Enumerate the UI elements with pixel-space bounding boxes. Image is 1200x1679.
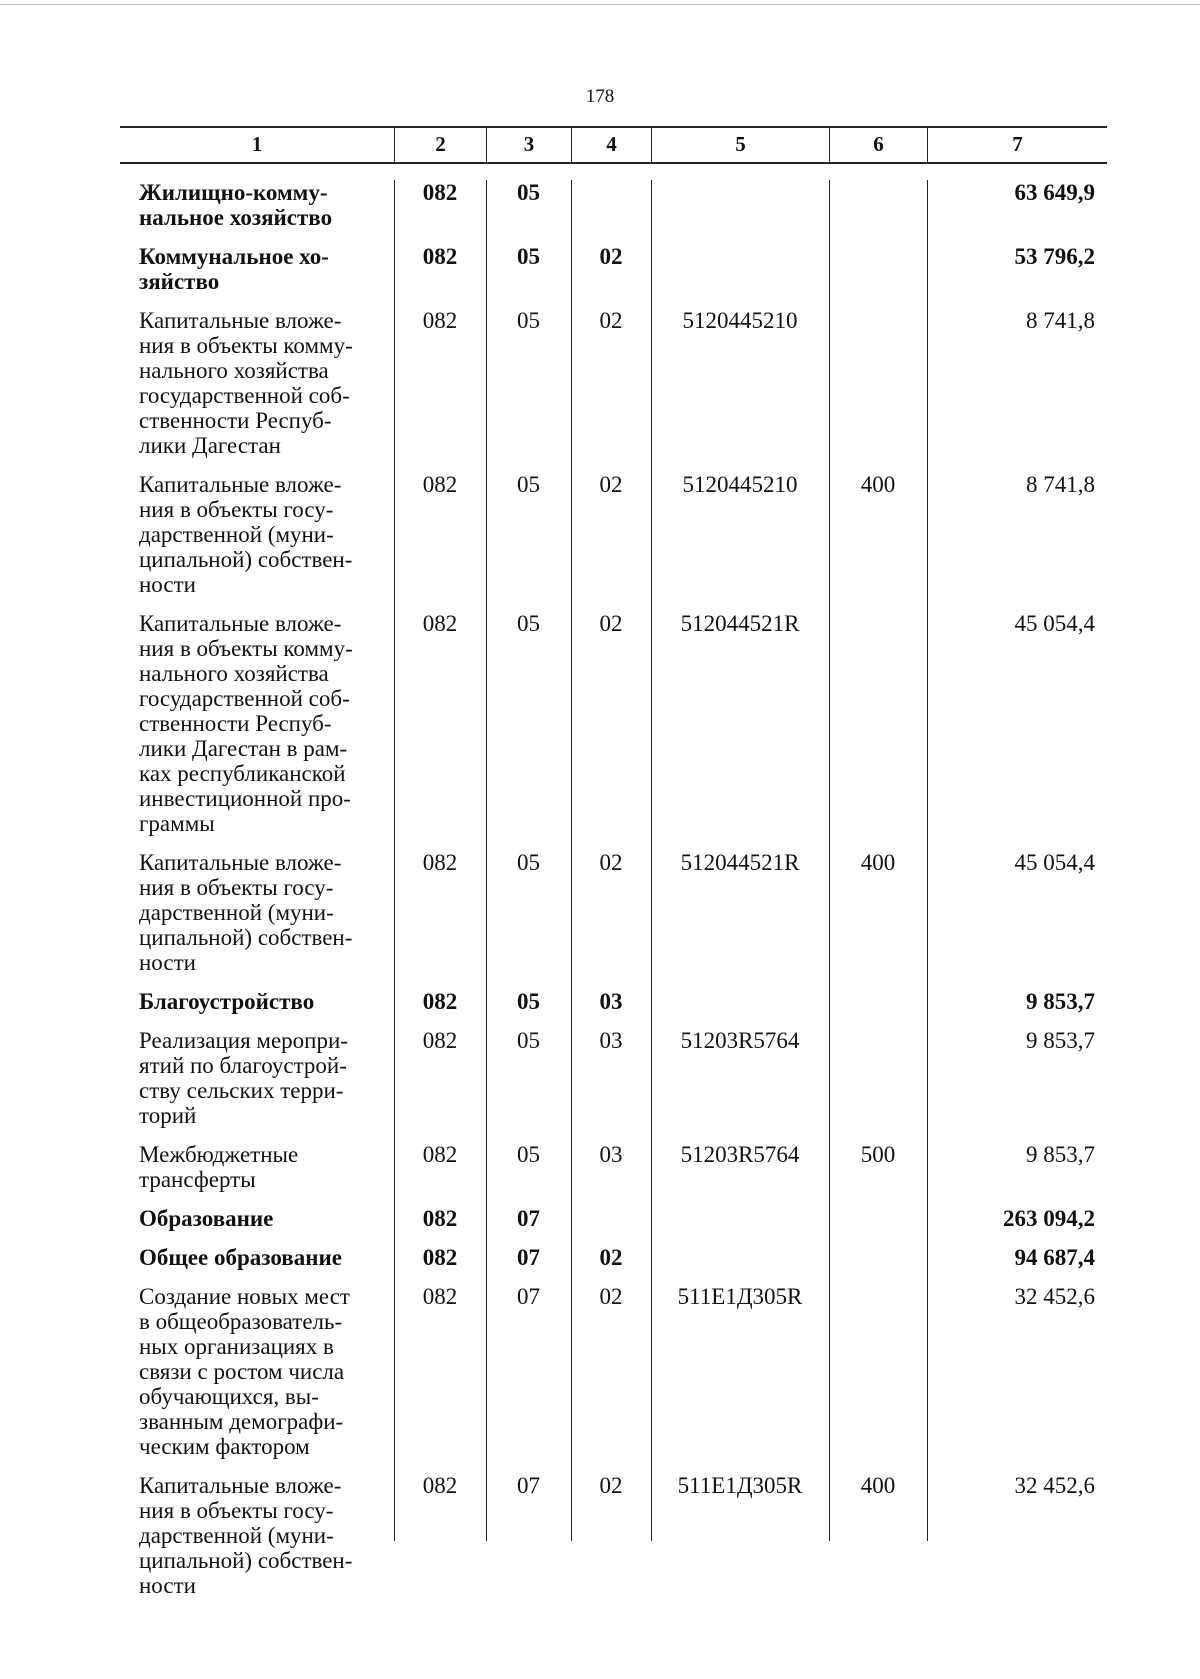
row-name: Реализация меропри- ятий по благоустрой- ству сельских терри- торий bbox=[139, 1028, 348, 1128]
cell-chapter-code: 05 bbox=[517, 1028, 540, 1053]
cell-target-article: 511E1Д305R bbox=[677, 1473, 803, 1498]
cell-amount: 32 452,6 bbox=[1014, 1284, 1095, 1309]
cell-target-article: 512044521R bbox=[680, 611, 800, 636]
cell-section-code: 082 bbox=[422, 850, 458, 875]
cell-subsection-code: 02 bbox=[599, 611, 623, 636]
cell-subsection-code: 03 bbox=[599, 989, 623, 1014]
cell-amount: 45 054,4 bbox=[1014, 850, 1095, 875]
cell-amount: 9 853,7 bbox=[1026, 989, 1095, 1014]
cell-expense-type: 400 bbox=[860, 472, 896, 497]
cell-amount: 8 741,8 bbox=[1026, 472, 1095, 497]
cell-subsection-code: 02 bbox=[599, 308, 623, 333]
column-header-7: 7 bbox=[927, 128, 1107, 162]
cell-chapter-code: 05 bbox=[517, 308, 540, 333]
cell-expense-type bbox=[829, 1028, 927, 1128]
cell-amount: 53 796,2 bbox=[1014, 244, 1095, 269]
cell-subsection-code: 02 bbox=[599, 472, 623, 497]
cell-chapter-code: 05 bbox=[517, 180, 540, 205]
cell-chapter-code: 05 bbox=[517, 1142, 540, 1167]
cell-chapter-code: 07 bbox=[517, 1473, 540, 1498]
cell-chapter-code: 05 bbox=[517, 989, 540, 1014]
cell-subsection-code: 02 bbox=[599, 244, 623, 269]
cell-section-code: 082 bbox=[422, 472, 458, 497]
table-row bbox=[120, 611, 1107, 850]
row-name: Жилищно-комму- нальное хозяйство bbox=[139, 180, 333, 230]
table-row bbox=[120, 308, 1107, 472]
table-body bbox=[120, 180, 1107, 1612]
cell-chapter-code: 07 bbox=[517, 1284, 540, 1309]
cell-amount: 263 094,2 bbox=[1003, 1206, 1095, 1231]
cell-expense-type bbox=[829, 1284, 927, 1459]
table-row bbox=[120, 180, 1107, 244]
cell-amount: 45 054,4 bbox=[1014, 611, 1095, 636]
cell-chapter-code: 05 bbox=[517, 850, 540, 875]
cell-amount: 8 741,8 bbox=[1026, 308, 1095, 333]
scan-top-edge bbox=[0, 0, 1200, 5]
column-header-1: 1 bbox=[251, 132, 263, 156]
row-name: Коммунальное хо- зяйство bbox=[139, 244, 329, 294]
column-header-4: 4 bbox=[571, 128, 651, 162]
cell-target-article bbox=[651, 1206, 829, 1231]
table-row bbox=[120, 1142, 1107, 1206]
cell-chapter-code: 05 bbox=[517, 611, 540, 636]
cell-target-article: 5120445210 bbox=[682, 472, 798, 497]
cell-target-article: 511E1Д305R bbox=[677, 1284, 803, 1309]
cell-chapter-code: 05 bbox=[517, 244, 540, 269]
row-name: Благоустройство bbox=[139, 989, 315, 1014]
row-name: Капитальные вложе- ния в объекты комму- нального хозяйства государственной соб- ственности Респуб- лики Дагестан в рам- ках республиканской инвестиционной про- граммы bbox=[139, 611, 353, 836]
cell-expense-type bbox=[829, 1245, 927, 1270]
cell-chapter-code: 05 bbox=[517, 472, 540, 497]
column-header-5: 5 bbox=[651, 128, 829, 162]
cell-amount: 9 853,7 bbox=[1026, 1028, 1095, 1053]
cell-section-code: 082 bbox=[422, 1245, 458, 1270]
cell-expense-type bbox=[829, 180, 927, 230]
cell-section-code: 082 bbox=[422, 989, 458, 1014]
table-row bbox=[120, 1028, 1107, 1142]
row-name: Межбюджетные трансферты bbox=[139, 1142, 299, 1192]
cell-expense-type bbox=[829, 308, 927, 458]
cell-subsection-code: 02 bbox=[599, 1245, 623, 1270]
table-row bbox=[120, 850, 1107, 989]
cell-section-code: 082 bbox=[422, 611, 458, 636]
table-row bbox=[120, 1284, 1107, 1473]
table-row bbox=[120, 472, 1107, 611]
cell-amount: 63 649,9 bbox=[1014, 180, 1095, 205]
cell-target-article bbox=[651, 989, 829, 1014]
cell-section-code: 082 bbox=[422, 180, 458, 205]
cell-target-article: 51203R5764 bbox=[680, 1028, 800, 1053]
cell-target-article: 51203R5764 bbox=[680, 1142, 800, 1167]
column-header-3: 3 bbox=[486, 128, 571, 162]
cell-amount: 94 687,4 bbox=[1014, 1245, 1095, 1270]
cell-subsection-code: 03 bbox=[599, 1142, 623, 1167]
cell-target-article: 512044521R bbox=[680, 850, 800, 875]
cell-expense-type bbox=[829, 611, 927, 836]
table-header bbox=[120, 126, 1107, 164]
cell-expense-type bbox=[829, 1206, 927, 1231]
table-row bbox=[120, 1473, 1107, 1612]
cell-amount: 32 452,6 bbox=[1014, 1473, 1095, 1498]
column-header-2: 2 bbox=[394, 128, 486, 162]
table-row bbox=[120, 989, 1107, 1028]
row-name: Капитальные вложе- ния в объекты госу- дарственной (муни- ципальной) собствен- ности bbox=[139, 850, 353, 975]
row-name: Капитальные вложе- ния в объекты комму- нального хозяйства государственной соб- ственности Респуб- лики Дагестан bbox=[139, 308, 353, 458]
cell-target-article bbox=[651, 244, 829, 294]
cell-subsection-code: 02 bbox=[599, 1284, 623, 1309]
cell-section-code: 082 bbox=[422, 1284, 458, 1309]
cell-section-code: 082 bbox=[422, 308, 458, 333]
row-name: Создание новых мест в общеобразователь- ных организациях в связи с ростом числа обучающихся, вы- званным демографи- ческим фактором bbox=[139, 1284, 350, 1459]
cell-expense-type bbox=[829, 244, 927, 294]
cell-target-article: 5120445210 bbox=[682, 308, 798, 333]
table-row bbox=[120, 244, 1107, 308]
cell-subsection-code: 02 bbox=[599, 850, 623, 875]
table-row bbox=[120, 1206, 1107, 1245]
cell-section-code: 082 bbox=[422, 1473, 458, 1498]
cell-subsection-code bbox=[571, 1206, 651, 1231]
cell-amount: 9 853,7 bbox=[1026, 1142, 1095, 1167]
cell-expense-type: 500 bbox=[860, 1142, 896, 1167]
cell-chapter-code: 07 bbox=[517, 1245, 540, 1270]
cell-section-code: 082 bbox=[422, 244, 458, 269]
cell-chapter-code: 07 bbox=[517, 1206, 540, 1231]
column-header-6: 6 bbox=[829, 128, 927, 162]
cell-expense-type: 400 bbox=[860, 1473, 896, 1498]
table-row bbox=[120, 1245, 1107, 1284]
row-name: Общее образование bbox=[139, 1245, 342, 1270]
cell-expense-type bbox=[829, 989, 927, 1014]
cell-section-code: 082 bbox=[422, 1028, 458, 1053]
cell-subsection-code: 02 bbox=[599, 1473, 623, 1498]
cell-target-article bbox=[651, 180, 829, 230]
cell-section-code: 082 bbox=[422, 1206, 458, 1231]
cell-expense-type: 400 bbox=[860, 850, 896, 875]
cell-subsection-code: 03 bbox=[599, 1028, 623, 1053]
cell-section-code: 082 bbox=[422, 1142, 458, 1167]
cell-subsection-code bbox=[571, 180, 651, 230]
row-name: Капитальные вложе- ния в объекты госу- дарственной (муни- ципальной) собствен- ности bbox=[139, 1473, 353, 1598]
page-number: 178 bbox=[585, 86, 615, 107]
row-name: Капитальные вложе- ния в объекты госу- дарственной (муни- ципальной) собствен- ности bbox=[139, 472, 353, 597]
cell-target-article bbox=[651, 1245, 829, 1270]
row-name: Образование bbox=[139, 1206, 274, 1231]
